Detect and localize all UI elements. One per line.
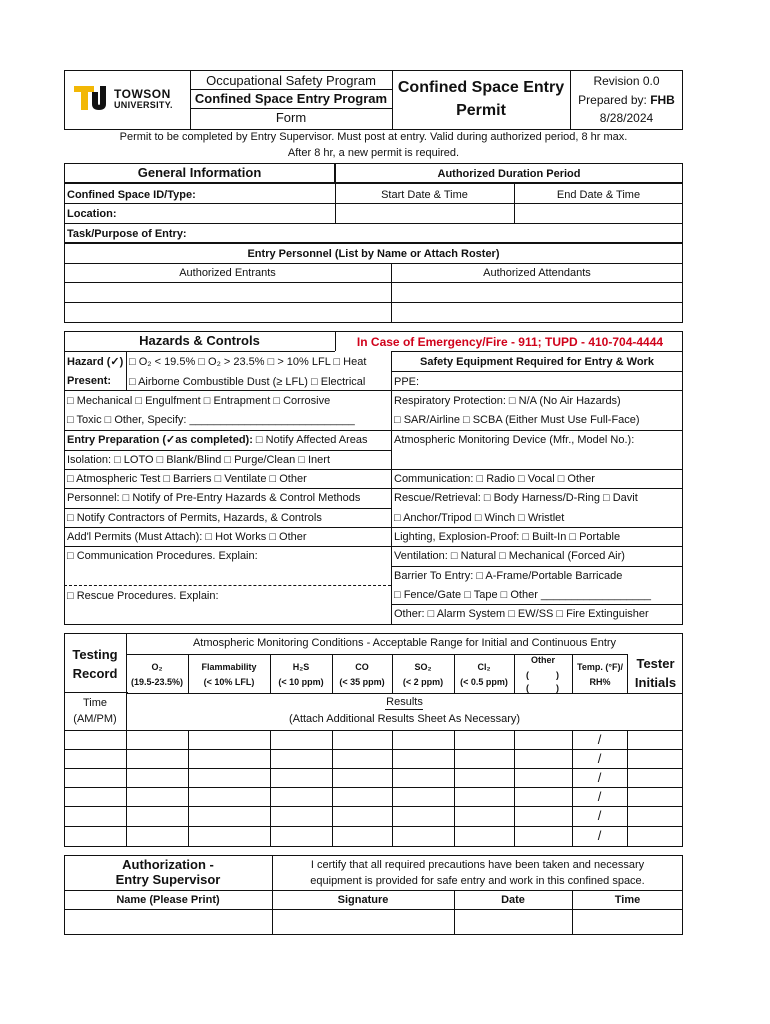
cl2-header: Cl₂ <box>477 662 491 672</box>
divider <box>514 730 515 847</box>
hazard-options-row-2[interactable]: □ Airborne Combustible Dust (≥ LFL) □ Electrical <box>129 376 366 388</box>
divider <box>64 430 391 431</box>
monitoring-device-label: Atmospheric Monitoring Device (Mfr., Model No.): <box>394 434 635 446</box>
other-gas-header: Other <box>530 655 555 665</box>
divider <box>391 430 683 431</box>
divider <box>332 654 333 693</box>
program-name: Occupational Safety Program <box>206 73 376 88</box>
other-gas-paren: ( <box>526 683 529 693</box>
supervisor-date-field[interactable] <box>455 910 571 934</box>
start-datetime-label: Start Date & Time <box>381 189 468 201</box>
divider <box>64 787 683 788</box>
divider <box>391 371 683 372</box>
start-datetime-field[interactable] <box>336 204 513 222</box>
co-header: CO <box>355 662 369 672</box>
o2-range: (19.5-23.5%) <box>130 677 184 687</box>
end-datetime-label: End Date & Time <box>556 189 641 201</box>
isolation-row[interactable]: Isolation: □ LOTO □ Blank/Blind □ Purge/Clean □ Inert <box>67 454 330 466</box>
divider <box>270 654 271 693</box>
co-range: (< 35 ppm) <box>339 677 385 687</box>
fence-gate-row[interactable]: □ Fence/Gate □ Tape □ Other __________________ <box>394 589 652 601</box>
supervisor-time-field[interactable] <box>573 910 682 934</box>
towson-logo <box>72 84 182 114</box>
divider <box>335 331 336 351</box>
divider <box>391 527 683 528</box>
divider <box>126 693 683 694</box>
personnel-notify-row[interactable]: Personnel: □ Notify of Pre-Entry Hazards & Control Methods <box>67 492 361 504</box>
sar-scba-row[interactable]: □ SAR/Airline □ SCBA (Either Must Use Full-Face) <box>394 414 640 426</box>
supervisor-name-field[interactable] <box>65 910 271 934</box>
attendant-field[interactable] <box>392 283 682 301</box>
ppe-label: PPE: <box>394 376 420 388</box>
temp-rh-separator: / <box>597 789 602 804</box>
revision: Revision 0.0 <box>593 74 660 88</box>
atmospheric-test-row[interactable]: □ Atmospheric Test □ Barriers □ Ventilate □ Other <box>67 473 307 485</box>
revision-date: 8/28/2024 <box>599 111 654 125</box>
divider <box>391 604 683 605</box>
hazard-present-label: Present: <box>67 375 112 387</box>
prepared-by: Prepared by: FHB <box>578 93 675 107</box>
notice-line-2: After 8 hr, a new permit is required. <box>287 147 460 159</box>
tu-logo-icon <box>72 84 112 114</box>
divider <box>64 806 683 807</box>
divider <box>188 730 189 847</box>
other-gas-paren: ( <box>526 670 529 680</box>
other-gas-paren: ) <box>556 670 559 680</box>
divider <box>126 654 627 655</box>
temp-rh-separator: / <box>597 828 602 843</box>
h2s-header: H₂S <box>292 662 310 672</box>
entry-personnel-title: Entry Personnel (List by Name or Attach Roster) <box>247 248 500 260</box>
divider <box>270 730 271 847</box>
hazard-options-row-4[interactable]: □ Toxic □ Other, Specify: ___________________________ <box>67 414 355 426</box>
entry-preparation-row[interactable]: Entry Preparation (✓as completed): □ Notify Affected Areas <box>67 434 368 446</box>
general-info-title: General Information <box>137 165 262 180</box>
other-gas-paren: ) <box>556 683 559 693</box>
time-header: Time <box>614 894 641 906</box>
name-header: Name (Please Print) <box>116 894 220 906</box>
time-label: Time <box>82 697 108 709</box>
lighting-row[interactable]: Lighting, Explosion-Proof: □ Built-In □ Portable <box>394 531 621 543</box>
temp-rh-separator: / <box>597 751 602 766</box>
divider <box>64 508 391 509</box>
divider <box>64 692 128 693</box>
ventilation-row[interactable]: Ventilation: □ Natural □ Mechanical (Forced Air) <box>394 550 625 562</box>
entrant-field[interactable] <box>65 283 390 301</box>
divider <box>572 654 573 693</box>
divider <box>64 749 683 750</box>
divider <box>454 730 455 847</box>
attendants-header: Authorized Attendants <box>483 267 591 279</box>
hazards-title: Hazards & Controls <box>139 333 260 348</box>
so2-range: (< 2 ppm) <box>402 677 444 687</box>
h2s-range: (< 10 ppm) <box>278 677 324 687</box>
entry-supervisor-title: Entry Supervisor <box>115 872 221 887</box>
divider <box>190 108 392 109</box>
results-title: Results <box>386 696 423 708</box>
temp-rh-separator: / <box>597 808 602 823</box>
additional-permits-row[interactable]: Add'l Permits (Must Attach): □ Hot Works □ Other <box>67 531 307 543</box>
results-note: (Attach Additional Results Sheet As Necessary) <box>288 713 521 725</box>
certification-line-2: equipment is provided for safe entry and work in this confined space. <box>310 875 645 887</box>
safety-equipment-title: Safety Equipment Required for Entry & Work <box>420 356 654 368</box>
temp-header: Temp. (°F)/ <box>577 662 623 672</box>
divider <box>64 730 683 731</box>
divider <box>190 89 392 90</box>
divider <box>454 654 455 693</box>
location-field[interactable] <box>130 204 334 222</box>
hazard-options-row-3[interactable]: □ Mechanical □ Engulfment □ Entrapment □ Corrosive <box>67 395 331 407</box>
task-field[interactable] <box>190 224 682 242</box>
date-header: Date <box>501 894 525 906</box>
divider <box>391 546 683 547</box>
rescue-procedures-label[interactable]: □ Rescue Procedures. Explain: <box>67 590 219 602</box>
divider <box>627 730 628 847</box>
divider <box>64 263 683 264</box>
ampm-label: (AM/PM) <box>73 713 117 725</box>
logo-text-towson: TOWSON <box>114 87 171 101</box>
cl2-range: (< 0.5 ppm) <box>460 677 508 687</box>
contractors-row[interactable]: □ Notify Contractors of Permits, Hazards, & Controls <box>67 512 322 524</box>
end-datetime-field[interactable] <box>515 204 682 222</box>
attendant-field[interactable] <box>392 303 682 321</box>
space-id-label: Confined Space ID/Type: <box>67 189 196 201</box>
other-equipment-row[interactable]: Other: □ Alarm System □ EW/SS □ Fire Extinguisher <box>394 608 649 620</box>
flammability-range: (< 10% LFL) <box>203 677 255 687</box>
barrier-row[interactable]: Barrier To Entry: □ A-Frame/Portable Barricade <box>394 570 623 582</box>
divider <box>188 654 189 693</box>
divider <box>627 654 628 693</box>
divider <box>64 890 683 891</box>
divider <box>64 488 391 489</box>
flammability-header: Flammability <box>201 662 257 672</box>
rescue-retrieval-row[interactable]: Rescue/Retrieval: □ Body Harness/D-Ring □ Davit <box>394 492 638 504</box>
testing-label: Testing <box>72 647 118 662</box>
divider <box>64 826 683 827</box>
divider <box>64 450 391 451</box>
signature-header: Signature <box>337 894 389 906</box>
tester-header: Tester <box>636 656 675 671</box>
rh-header: RH% <box>589 677 611 687</box>
location-label: Location: <box>67 208 117 220</box>
divider <box>392 730 393 847</box>
divider <box>64 585 391 586</box>
space-id-field[interactable] <box>196 184 334 202</box>
divider <box>332 730 333 847</box>
temp-rh-separator: / <box>597 770 602 785</box>
document-type: Form <box>275 110 307 125</box>
anchor-tripod-row[interactable]: □ Anchor/Tripod □ Winch □ Wristlet <box>394 512 565 524</box>
permit-title-2: Permit <box>456 102 506 119</box>
hazard-options-row-1[interactable]: □ O₂ < 19.5% □ O₂ > 23.5% □ > 10% LFL □ Heat <box>129 356 367 368</box>
divider <box>391 566 683 567</box>
divider <box>514 654 515 693</box>
divider <box>126 351 127 390</box>
entrants-header: Authorized Entrants <box>179 267 276 279</box>
divider <box>64 390 391 391</box>
authorization-title: Authorization - <box>122 857 214 872</box>
results-underline <box>385 709 423 710</box>
document-title: Confined Space Entry Program <box>194 91 388 106</box>
divider <box>64 546 391 547</box>
divider <box>391 351 683 352</box>
divider <box>64 768 683 769</box>
logo-text-university: UNIVERSITY. <box>114 100 173 110</box>
initials-header: Initials <box>634 675 677 690</box>
divider <box>64 351 335 352</box>
divider <box>391 390 683 391</box>
entrant-field[interactable] <box>65 303 390 321</box>
respiratory-protection-row[interactable]: Respiratory Protection: □ N/A (No Air Hazards) <box>394 395 621 407</box>
duration-title: Authorized Duration Period <box>437 168 581 180</box>
monitoring-conditions-title: Atmospheric Monitoring Conditions - Acceptable Range for Initial and Continuous Entry <box>192 637 617 649</box>
notice-line-1: Permit to be completed by Entry Supervisor. Must post at entry. Valid during authorized period, 8 hr max. <box>119 131 628 143</box>
permit-title: Confined Space Entry <box>397 79 565 96</box>
divider <box>391 488 683 489</box>
task-label: Task/Purpose of Entry: <box>67 228 187 240</box>
divider <box>64 527 391 528</box>
divider <box>392 654 393 693</box>
certification-line-1: I certify that all required precautions have been taken and necessary <box>310 859 645 871</box>
divider <box>64 469 391 470</box>
so2-header: SO₂ <box>414 662 432 672</box>
communication-equipment-row[interactable]: Communication: □ Radio □ Vocal □ Other <box>394 473 595 485</box>
divider <box>391 469 683 470</box>
communication-procedures-label[interactable]: □ Communication Procedures. Explain: <box>67 550 258 562</box>
o2-header: O₂ <box>151 662 163 672</box>
temp-rh-separator: / <box>597 732 602 747</box>
hazard-label: Hazard (✓) <box>67 356 124 368</box>
supervisor-signature-field[interactable] <box>273 910 453 934</box>
record-label: Record <box>72 666 118 681</box>
emergency-contacts: In Case of Emergency/Fire - 911; TUPD - 410-704-4444 <box>356 335 664 349</box>
